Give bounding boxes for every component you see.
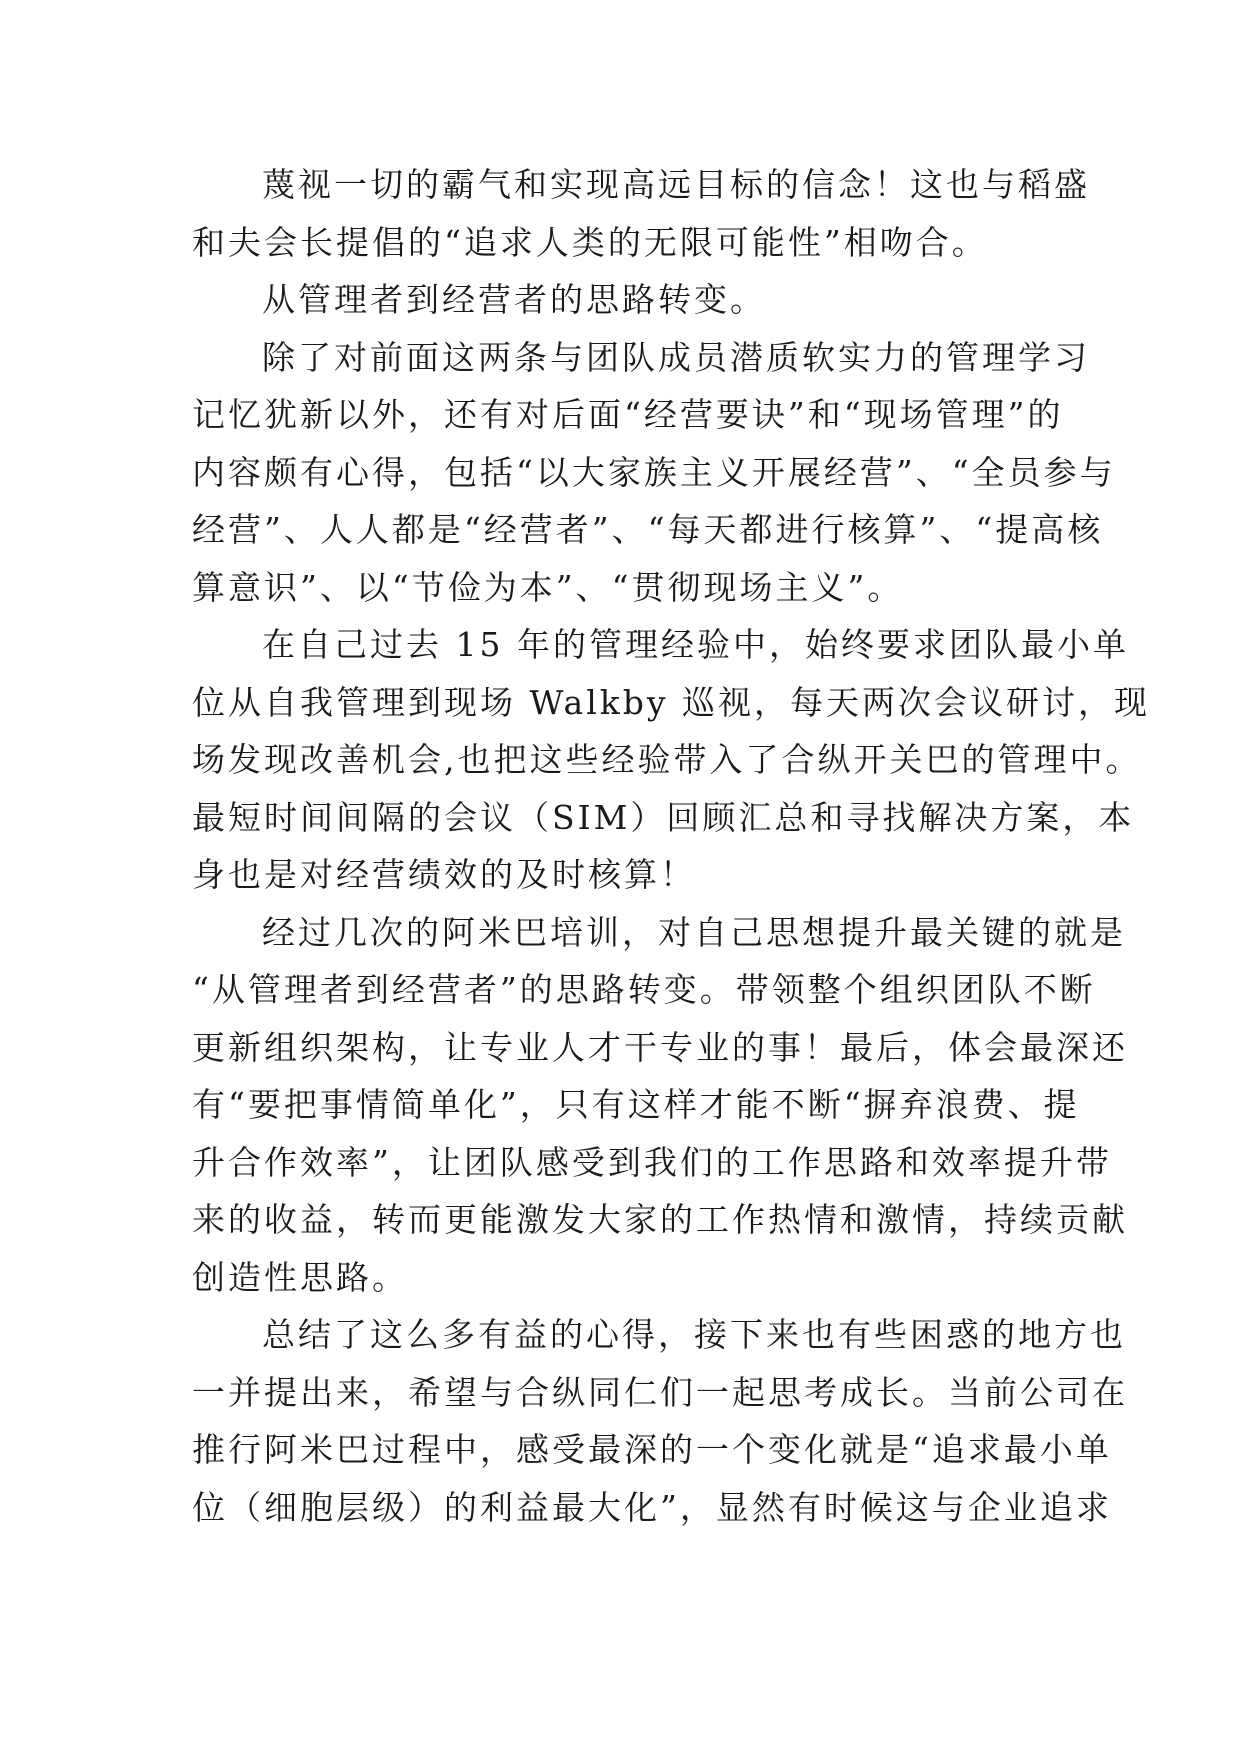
text-line: 场发现改善机会,也把这些经验带入了合纵开关巴的管理中。 bbox=[192, 740, 1142, 779]
document-body bbox=[192, 156, 1151, 1536]
text-line: 位（细胞层级）的利益最大化”，显然有时候这与企业追求 bbox=[192, 1487, 1112, 1527]
text-line: 更新组织架构，让专业人才干专业的事！最后，体会最深还 bbox=[192, 1027, 1128, 1067]
text-line: 经营”、人人都是“经营者”、“每天都进行核算”、“提高核 bbox=[192, 510, 1104, 549]
text-line: 算意识”、以“节俭为本”、“贯彻现场主义”。 bbox=[192, 567, 904, 607]
text-line: 来的收益，转而更能激发大家的工作热情和激情，持续贡献 bbox=[192, 1200, 1128, 1239]
text-line: 从管理者到经营者的思路转变。 bbox=[262, 280, 766, 319]
text-line: 蔑视一切的霸气和实现高远目标的信念！这也与稻盛 bbox=[262, 165, 1090, 204]
text-line: 记忆犹新以外，还有对后面“经营要诀”和“现场管理”的 bbox=[192, 395, 1064, 434]
text-line: 创造性思路。 bbox=[192, 1257, 408, 1297]
text-line: 升合作效率”，让团队感受到我们的工作思路和效率提升带 bbox=[192, 1142, 1112, 1182]
text-line: 在自己过去 15 年的管理经验中，始终要求团队最小单 bbox=[262, 625, 1129, 664]
text-line: 一并提出来，希望与合纵同仁们一起思考成长。当前公司在 bbox=[192, 1372, 1128, 1412]
text-line: 推行阿米巴过程中，感受最深的一个变化就是“追求最小单 bbox=[192, 1430, 1112, 1469]
text-line: “从管理者到经营者”的思路转变。带领整个组织团队不断 bbox=[192, 970, 1096, 1009]
text-line: 最短时间间隔的会议（SIM）回顾汇总和寻找解决方案，本 bbox=[192, 797, 1135, 837]
text-line: 和夫会长提倡的“追求人类的无限可能性”相吻合。 bbox=[192, 222, 988, 262]
text-line: 内容颇有心得，包括“以大家族主义开展经营”、“全员参与 bbox=[192, 452, 1116, 492]
text-line: 有“要把事情简单化”，只有这样才能不断“摒弃浪费、提 bbox=[192, 1085, 1080, 1124]
text-line: 总结了这么多有益的心得，接下来也有些困惑的地方也 bbox=[262, 1315, 1126, 1354]
text-line: 除了对前面这两条与团队成员潜质软实力的管理学习 bbox=[262, 337, 1090, 377]
text-line: 身也是对经营绩效的及时核算！ bbox=[192, 855, 696, 894]
text-line: 位从自我管理到现场 Walkby 巡视，每天两次会议研讨，现 bbox=[192, 682, 1151, 722]
text-line: 经过几次的阿米巴培训，对自己思想提升最关键的就是 bbox=[262, 912, 1126, 952]
